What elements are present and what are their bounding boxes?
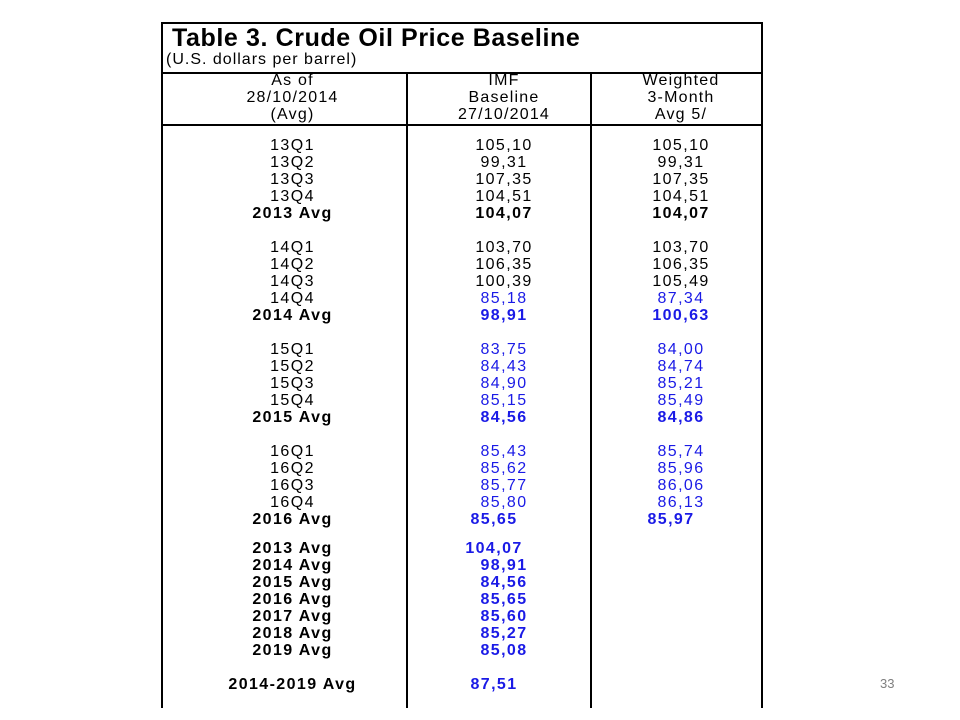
imf-baseline-value: 85,80 (480, 494, 528, 511)
row-label: 2014 Avg (252, 307, 333, 324)
imf-baseline-value: 98,91 (480, 307, 528, 324)
imf-baseline-value: 85,65 (480, 591, 528, 608)
weighted-avg-value: 105,49 (652, 273, 710, 290)
header-line: IMF (488, 72, 520, 89)
weighted-avg-value: 86,06 (657, 477, 705, 494)
imf-baseline-value: 85,43 (480, 443, 528, 460)
column-header-weighted (616, 72, 746, 123)
weighted-avg-value: 104,51 (652, 188, 710, 205)
imf-baseline-value: 104,51 (475, 188, 533, 205)
imf-baseline-value: 100,39 (475, 273, 533, 290)
imf-baseline-value: 87,51 (470, 676, 518, 693)
weighted-avg-value: 87,34 (657, 290, 705, 307)
imf-baseline-value: 85,15 (480, 392, 528, 409)
row-label: 13Q2 (270, 154, 315, 171)
imf-baseline-value: 103,70 (475, 239, 533, 256)
row-label: 2018 Avg (252, 625, 333, 642)
row-label: 2013 Avg (252, 205, 333, 222)
row-label: 15Q2 (270, 358, 315, 375)
weighted-avg-value: 84,00 (657, 341, 705, 358)
page-number: 33 (880, 676, 895, 691)
imf-baseline-value: 84,56 (480, 574, 528, 591)
imf-baseline-value: 104,07 (465, 540, 523, 557)
weighted-avg-value: 85,74 (657, 443, 705, 460)
imf-baseline-value: 84,43 (480, 358, 528, 375)
row-label: 15Q3 (270, 375, 315, 392)
header-line: Avg 5/ (654, 106, 708, 123)
row-label: 14Q4 (270, 290, 315, 307)
header-line: As of (271, 72, 314, 89)
column-divider-1 (406, 72, 408, 708)
row-label: 15Q4 (270, 392, 315, 409)
header-line: 3-Month (647, 89, 715, 106)
column-divider-2 (590, 72, 592, 708)
row-label: 13Q4 (270, 188, 315, 205)
row-label: 2017 Avg (252, 608, 333, 625)
column-header-as-of (205, 72, 380, 123)
imf-baseline-value: 85,60 (480, 608, 528, 625)
weighted-avg-value: 103,70 (652, 239, 710, 256)
imf-baseline-value: 85,18 (480, 290, 528, 307)
row-label: 16Q1 (270, 443, 315, 460)
header-line: Weighted (642, 72, 720, 89)
weighted-avg-value: 104,07 (652, 205, 710, 222)
weighted-avg-value: 84,86 (657, 409, 705, 426)
header-line: Baseline (468, 89, 540, 106)
row-label: 2014 Avg (252, 557, 333, 574)
row-label: 14Q3 (270, 273, 315, 290)
row-label: 16Q4 (270, 494, 315, 511)
weighted-avg-value: 85,21 (657, 375, 705, 392)
imf-baseline-value: 85,08 (480, 642, 528, 659)
column-header-imf-baseline (438, 72, 570, 123)
weighted-avg-value: 106,35 (652, 256, 710, 273)
imf-baseline-value: 99,31 (480, 154, 528, 171)
header-line: 28/10/2014 (246, 89, 339, 106)
weighted-avg-value: 84,74 (657, 358, 705, 375)
row-label: 2019 Avg (252, 642, 333, 659)
weighted-avg-value: 99,31 (657, 154, 705, 171)
imf-baseline-value: 84,90 (480, 375, 528, 392)
weighted-avg-value: 100,63 (652, 307, 710, 324)
imf-baseline-value: 98,91 (480, 557, 528, 574)
row-label: 2015 Avg (252, 409, 333, 426)
imf-baseline-value: 85,77 (480, 477, 528, 494)
header-line: (Avg) (270, 106, 315, 123)
weighted-avg-value: 107,35 (652, 171, 710, 188)
header-bottom-rule (161, 124, 763, 126)
weighted-avg-value: 105,10 (652, 137, 710, 154)
imf-baseline-value: 85,65 (470, 511, 518, 528)
imf-baseline-value: 85,27 (480, 625, 528, 642)
header-line: 27/10/2014 (457, 106, 551, 123)
row-label: 13Q3 (270, 171, 315, 188)
weighted-avg-value: 85,96 (657, 460, 705, 477)
row-label: 13Q1 (270, 137, 315, 154)
weighted-avg-value: 86,13 (657, 494, 705, 511)
imf-baseline-value: 107,35 (475, 171, 533, 188)
imf-baseline-value: 83,75 (480, 341, 528, 358)
row-label: 16Q3 (270, 477, 315, 494)
imf-baseline-value: 104,07 (475, 205, 533, 222)
row-label: 2016 Avg (252, 511, 333, 528)
row-label: 2013 Avg (252, 540, 333, 557)
row-label: 2016 Avg (252, 591, 333, 608)
imf-baseline-value: 85,62 (480, 460, 528, 477)
table-subtitle: (U.S. dollars per barrel) (166, 51, 358, 68)
imf-baseline-value: 106,35 (475, 256, 533, 273)
row-label: 14Q2 (270, 256, 315, 273)
row-label: 15Q1 (270, 341, 315, 358)
weighted-avg-value: 85,97 (647, 511, 695, 528)
weighted-avg-value: 85,49 (657, 392, 705, 409)
imf-baseline-value: 84,56 (480, 409, 528, 426)
row-label: 16Q2 (270, 460, 315, 477)
imf-baseline-value: 105,10 (475, 137, 533, 154)
row-label: 14Q1 (270, 239, 315, 256)
row-label: 2014-2019 Avg (228, 676, 357, 693)
table-title: Table 3. Crude Oil Price Baseline (172, 24, 581, 52)
row-label: 2015 Avg (252, 574, 333, 591)
